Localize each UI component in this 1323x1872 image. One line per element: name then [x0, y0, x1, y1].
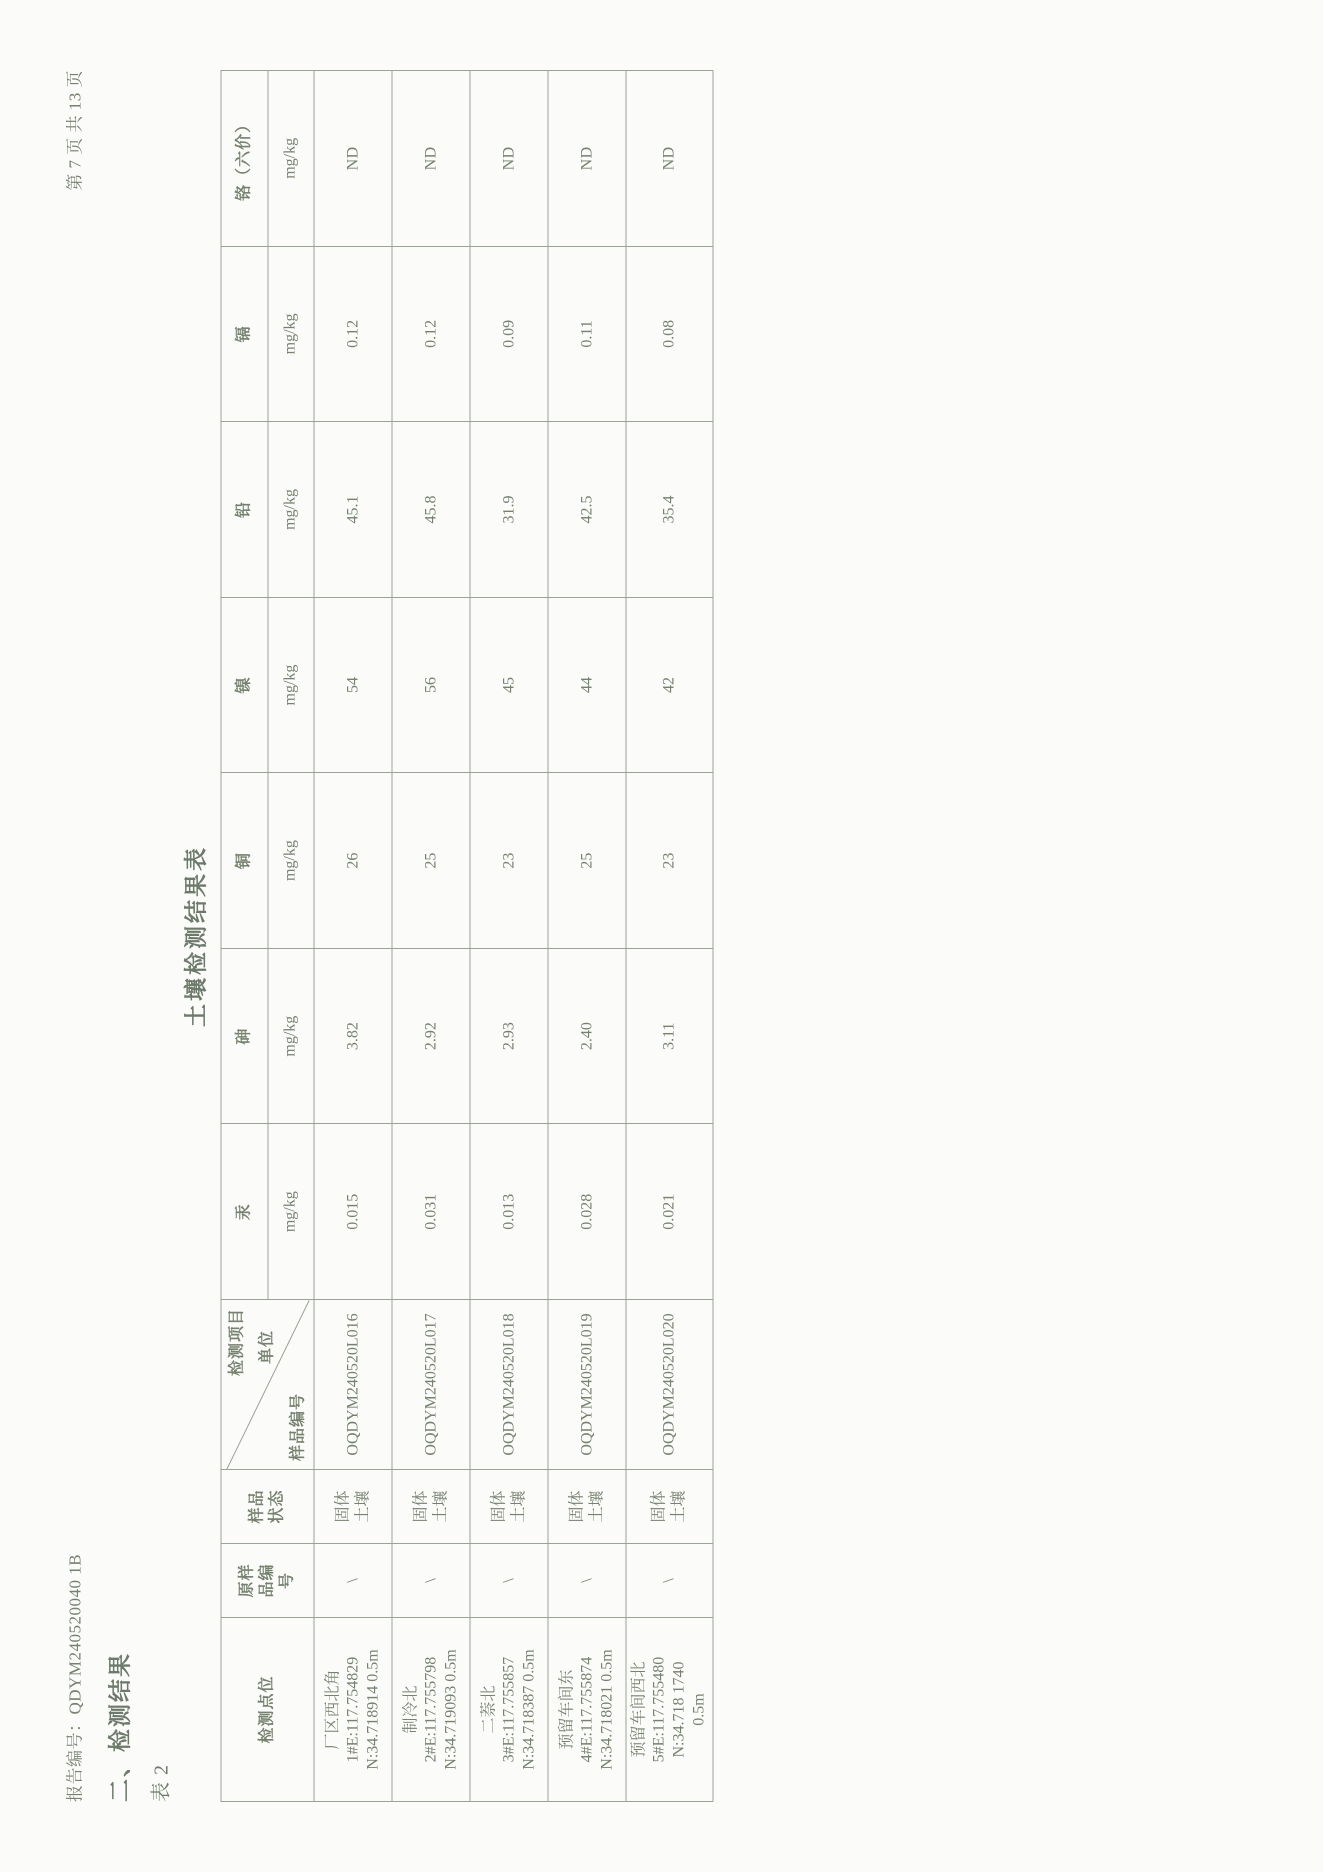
- header-ni: 镍: [221, 597, 268, 773]
- header-unit-label: 单位: [258, 1330, 275, 1365]
- cell-cr6: ND: [548, 71, 626, 247]
- cell-cu: 25: [392, 773, 470, 949]
- cell-cr6: ND: [626, 71, 713, 247]
- table-body: [314, 71, 713, 1802]
- header-cu: 铜: [221, 773, 268, 949]
- cell-cr6: ND: [314, 71, 392, 247]
- header-point: 检测点位: [221, 1618, 314, 1802]
- cell-sample-no: OQDYM240520L019: [548, 1300, 626, 1470]
- table-title: 土壤检测结果表: [183, 845, 208, 1027]
- unit-cu: mg/kg: [267, 773, 314, 949]
- cell-state: 固体 土壤: [626, 1470, 713, 1544]
- cell-pb: 31.9: [470, 422, 548, 598]
- header-hg: 汞: [221, 1124, 268, 1300]
- cell-orig-id: \: [470, 1544, 548, 1618]
- cell-point: 二萘北 3#E:117.755857 N:34.718387 0.5m: [470, 1618, 548, 1802]
- cell-point: 预留车间东 4#E:117.755874 N:34.718021 0.5m: [548, 1618, 626, 1802]
- cell-state: 固体 土壤: [548, 1470, 626, 1544]
- cell-cr6: ND: [392, 71, 470, 247]
- cell-cd: 0.08: [626, 246, 713, 422]
- unit-pb: mg/kg: [267, 422, 314, 598]
- unit-hg: mg/kg: [267, 1124, 314, 1300]
- unit-cd: mg/kg: [267, 246, 314, 422]
- cell-point: 厂区西北角 1#E:117.754829 N:34.718914 0.5m: [314, 1618, 392, 1802]
- header-item-label: 检测项目: [228, 1308, 245, 1377]
- cell-hg: 0.031: [392, 1124, 470, 1300]
- cell-cd: 0.12: [392, 246, 470, 422]
- cell-hg: 0.013: [470, 1124, 548, 1300]
- unit-as: mg/kg: [267, 948, 314, 1124]
- cell-state: 固体 土壤: [392, 1470, 470, 1544]
- cell-state: 固体 土壤: [470, 1470, 548, 1544]
- cell-orig-id: \: [392, 1544, 470, 1618]
- header-orig-id: 原样 品编 号: [221, 1544, 314, 1618]
- table-row: [626, 71, 713, 1802]
- cell-cd: 0.09: [470, 246, 548, 422]
- cell-hg: 0.028: [548, 1124, 626, 1300]
- report-number: 报告编号：QDYM240520040 1B: [65, 1553, 84, 1802]
- cell-ni: 44: [548, 597, 626, 773]
- cell-cu: 25: [548, 773, 626, 949]
- header-cd: 镉: [221, 246, 268, 422]
- table-label: 表 2: [150, 1764, 172, 1802]
- page-indicator: 第 7 页 共 13 页: [65, 70, 84, 191]
- cell-pb: 42.5: [548, 422, 626, 598]
- cell-pb: 35.4: [626, 422, 713, 598]
- header-diagonal: [221, 1300, 314, 1470]
- page-header: [60, 70, 85, 1802]
- cell-as: 3.11: [626, 948, 713, 1124]
- header-cr6: 铬（六价）: [221, 71, 268, 247]
- cell-sample-no: OQDYM240520L020: [626, 1300, 713, 1470]
- cell-ni: 56: [392, 597, 470, 773]
- cell-state: 固体 土壤: [314, 1470, 392, 1544]
- cell-ni: 42: [626, 597, 713, 773]
- cell-hg: 0.021: [626, 1124, 713, 1300]
- cell-sample-no: OQDYM240520L016: [314, 1300, 392, 1470]
- header-as: 砷: [221, 948, 268, 1124]
- cell-cu: 23: [626, 773, 713, 949]
- cell-cu: 23: [470, 773, 548, 949]
- cell-point: 制冷北 2#E:117.755798 N:34.719093 0.5m: [392, 1618, 470, 1802]
- table-header-row: [221, 71, 268, 1802]
- section-title: 二、检测结果: [107, 1652, 132, 1802]
- unit-ni: mg/kg: [267, 597, 314, 773]
- table-row: [314, 71, 392, 1802]
- unit-cr6: mg/kg: [267, 71, 314, 247]
- cell-cd: 0.11: [548, 246, 626, 422]
- cell-point: 预留车间西北 5#E:117.755480 N:34.718 1740 0.5m: [626, 1618, 713, 1802]
- cell-as: 2.93: [470, 948, 548, 1124]
- cell-ni: 45: [470, 597, 548, 773]
- soil-results-table: [220, 70, 713, 1802]
- cell-as: 2.40: [548, 948, 626, 1124]
- header-state: 样品 状态: [221, 1470, 314, 1544]
- cell-as: 3.82: [314, 948, 392, 1124]
- header-pb: 铅: [221, 422, 268, 598]
- cell-orig-id: \: [548, 1544, 626, 1618]
- cell-orig-id: \: [314, 1544, 392, 1618]
- cell-ni: 54: [314, 597, 392, 773]
- cell-sample-no: OQDYM240520L018: [470, 1300, 548, 1470]
- table-row: [548, 71, 626, 1802]
- cell-orig-id: \: [626, 1544, 713, 1618]
- cell-hg: 0.015: [314, 1124, 392, 1300]
- cell-sample-no: OQDYM240520L017: [392, 1300, 470, 1470]
- cell-as: 2.92: [392, 948, 470, 1124]
- header-sample-label: 样品编号: [289, 1392, 306, 1461]
- table-row: [470, 71, 548, 1802]
- cell-pb: 45.1: [314, 422, 392, 598]
- table-row: [392, 71, 470, 1802]
- cell-cu: 26: [314, 773, 392, 949]
- cell-cr6: ND: [470, 71, 548, 247]
- cell-cd: 0.12: [314, 246, 392, 422]
- cell-pb: 45.8: [392, 422, 470, 598]
